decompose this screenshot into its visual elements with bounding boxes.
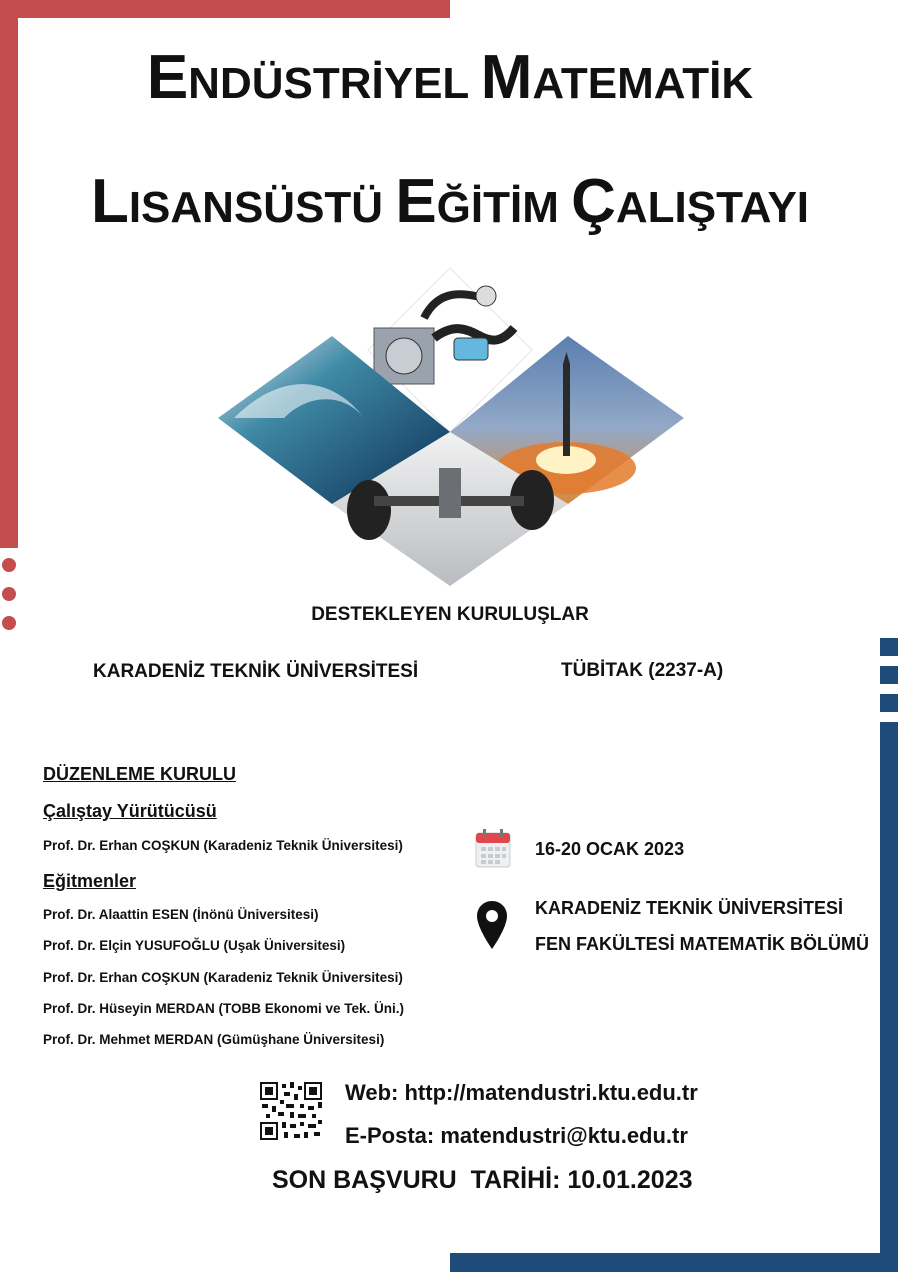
email-link[interactable]: E-Posta: matendustri@ktu.edu.tr — [345, 1123, 688, 1148]
committee-heading: DÜZENLEME KURULU — [43, 764, 236, 784]
trainer-item: Prof. Dr. Erhan COŞKUN (Karadeniz Teknik Üniversitesi) — [43, 970, 403, 985]
application-deadline: SON BAŞVURU TARİHİ: 10.01.2023 — [272, 1166, 693, 1194]
decor-dot — [2, 558, 16, 572]
executive-heading: Çalıştay Yürütücüsü — [43, 801, 217, 821]
decor-dot — [2, 587, 16, 601]
sponsor-tubitak: TÜBİTAK (2237-A) — [561, 660, 724, 681]
blue-bottom-bar — [450, 1253, 898, 1272]
calendar-icon — [475, 828, 511, 868]
location-line-1: KARADENİZ TEKNİK ÜNİVERSİTESİ — [535, 898, 844, 918]
location-pin-icon — [476, 900, 508, 950]
event-date: 16-20 OCAK 2023 — [535, 839, 685, 859]
sponsors-heading: DESTEKLEYEN KURULUŞLAR — [311, 604, 589, 625]
web-link[interactable]: Web: http://matendustri.ktu.edu.tr — [345, 1080, 698, 1105]
title-line-1: ENDÜSTRİYEL MATEMATİK — [146, 43, 754, 112]
engineering-collage — [214, 268, 686, 586]
trainer-item: Prof. Dr. Alaattin ESEN (İnönü Üniversitesi) — [43, 907, 319, 922]
decor-square — [880, 638, 898, 656]
qr-code — [260, 1082, 322, 1140]
location-line-2: FEN FAKÜLTESİ MATEMATİK BÖLÜMÜ — [535, 934, 869, 954]
trainer-item: Prof. Dr. Mehmet MERDAN (Gümüşhane Üniversitesi) — [43, 1032, 385, 1047]
trainer-item: Prof. Dr. Hüseyin MERDAN (TOBB Ekonomi ve Tek. Üni.) — [43, 1001, 405, 1016]
trainer-item: Prof. Dr. Elçin YUSUFOĞLU (Uşak Üniversitesi) — [43, 938, 346, 953]
executive-name: Prof. Dr. Erhan COŞKUN (Karadeniz Teknik Üniversitesi) — [43, 838, 403, 853]
sponsor-ktu: KARADENİZ TEKNİK ÜNİVERSİTESİ — [93, 661, 419, 682]
decor-square — [880, 666, 898, 684]
decor-square — [880, 694, 898, 712]
title-line-2: LISANSÜSTÜ EĞİTİM ÇALIŞTAYI — [90, 167, 810, 236]
red-top-bar — [0, 0, 450, 18]
trainers-heading: Eğitmenler — [43, 871, 137, 891]
blue-right-bar — [880, 722, 898, 1272]
